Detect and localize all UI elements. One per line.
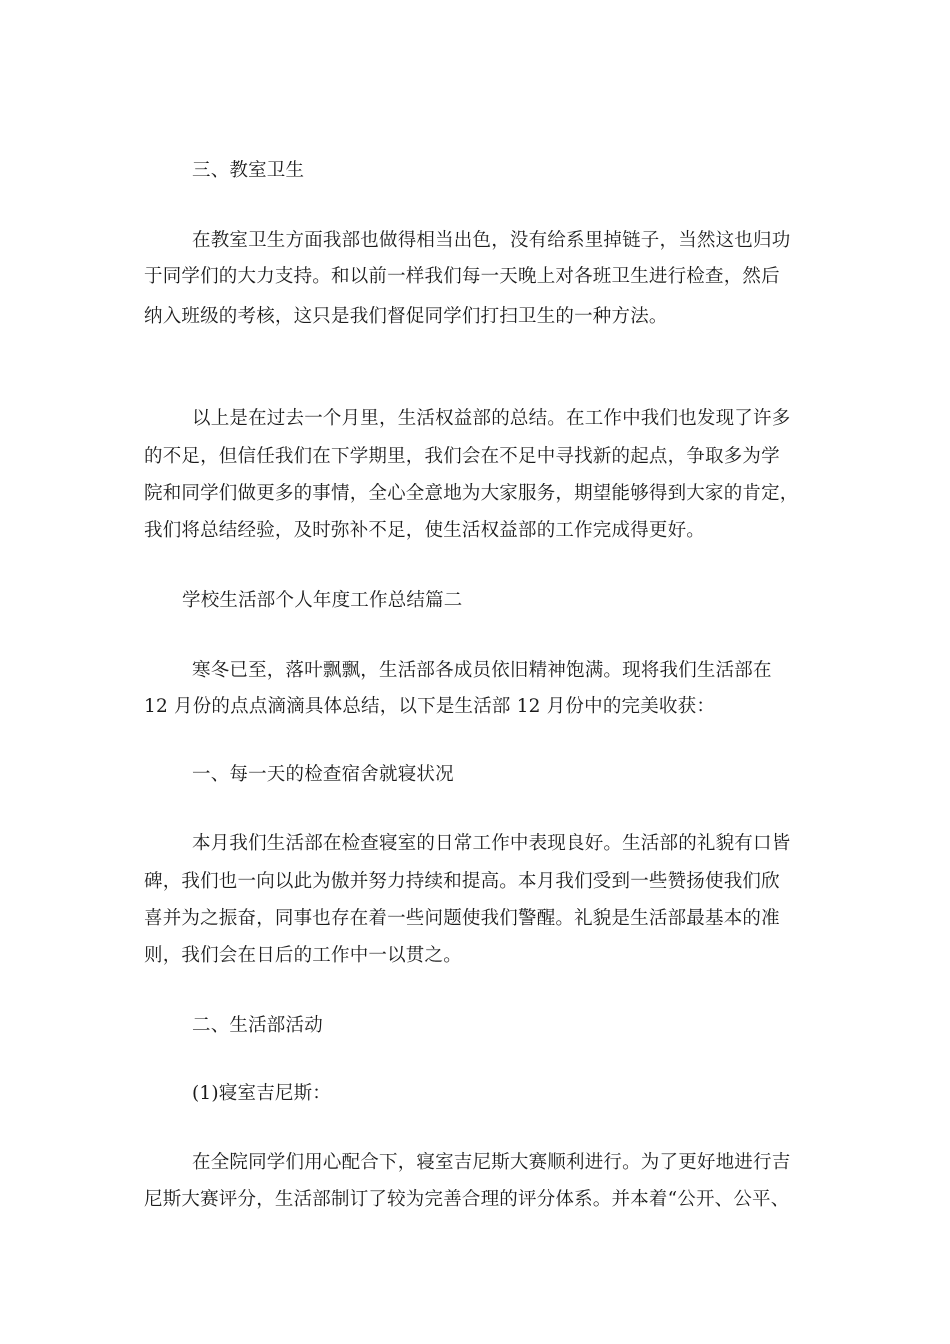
section-heading-activities: 二、生活部活动: [192, 1015, 323, 1036]
section-heading-dorm-check: 一、每一天的检查宿舍就寝状况: [192, 764, 454, 785]
article-title-part-two: 学校生活部个人年度工作总结篇二: [182, 590, 463, 611]
paragraph-line: 在全院同学们用心配合下，寝室吉尼斯大赛顺利进行。为了更好地进行吉: [192, 1152, 791, 1173]
paragraph-line: 喜并为之振奋，同事也存在着一些问题使我们警醒。礼貌是生活部最基本的准: [144, 908, 780, 929]
paragraph-line: 本月我们生活部在检查寝室的日常工作中表现良好。生活部的礼貌有口皆: [192, 833, 791, 854]
paragraph-line: 寒冬已至，落叶飘飘，生活部各成员依旧精神饱满。现将我们生活部在: [192, 660, 772, 681]
paragraph-line: 我们将总结经验，及时弥补不足，使生活权益部的工作完成得更好。: [144, 520, 706, 541]
paragraph-line: 以上是在过去一个月里，生活权益部的总结。在工作中我们也发现了许多: [192, 408, 791, 429]
paragraph-line: 尼斯大赛评分，生活部制订了较为完善合理的评分体系。并本着“公开、公平、: [144, 1189, 790, 1210]
subsection-heading-dorm-guinness: (1)寝室吉尼斯：: [192, 1083, 332, 1104]
paragraph-line: 12 月份的点点滴滴具体总结，以下是生活部 12 月份中的完美收获：: [144, 696, 716, 717]
paragraph-line: 纳入班级的考核，这只是我们督促同学们打扫卫生的一种方法。: [144, 306, 668, 327]
paragraph-line: 于同学们的大力支持。和以前一样我们每一天晚上对各班卫生进行检查，然后: [144, 266, 780, 287]
paragraph-line: 在教室卫生方面我部也做得相当出色，没有给系里掉链子，当然这也归功: [192, 230, 791, 251]
paragraph-line: 院和同学们做更多的事情，全心全意地为大家服务，期望能够得到大家的肯定，: [144, 483, 799, 504]
section-heading-classroom-hygiene: 三、教室卫生: [192, 160, 305, 181]
paragraph-line: 则，我们会在日后的工作中一以贯之。: [144, 945, 462, 966]
paragraph-line: 的不足，但信任我们在下学期里，我们会在不足中寻找新的起点，争取多为学: [144, 446, 780, 467]
paragraph-line: 碑，我们也一向以此为傲并努力持续和提高。本月我们受到一些赞扬使我们欣: [144, 871, 780, 892]
